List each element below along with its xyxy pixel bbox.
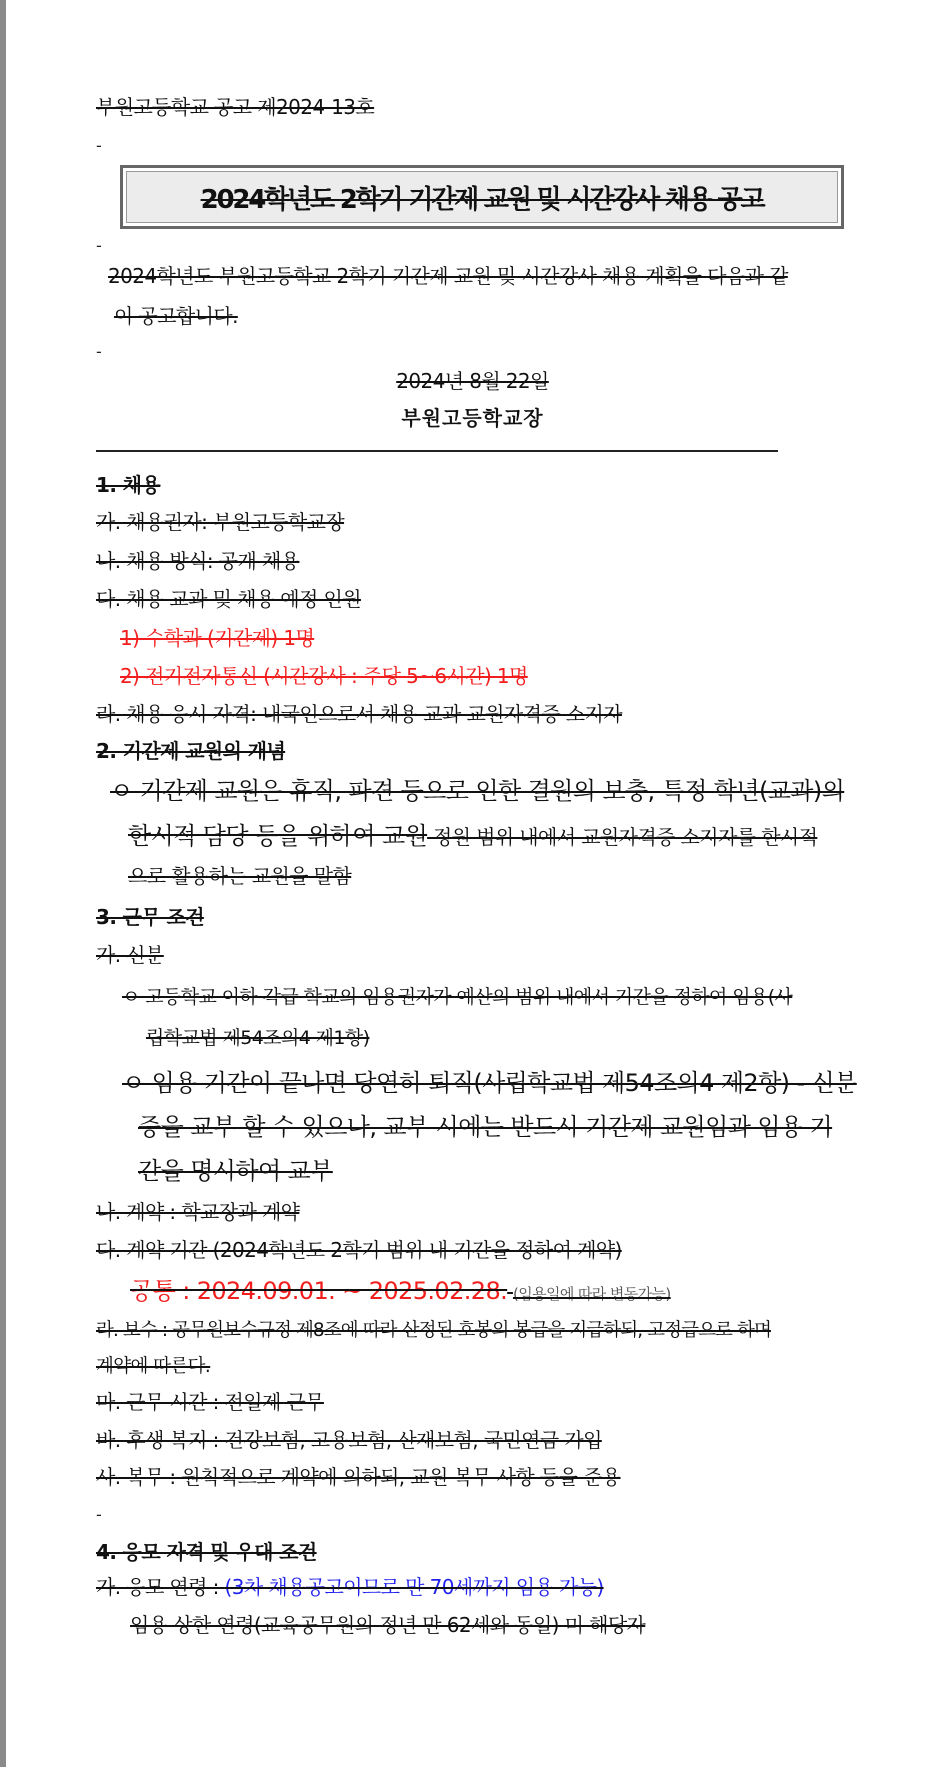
divider (96, 450, 778, 452)
s3-a1-line-2: 립학교법 제54조의4 제1항) (146, 1027, 370, 1049)
s2-para-line-2a: 한시적 담당 등을 위하여 교원 (128, 822, 428, 850)
s3-a2-line-2: 증을 교부 할 수 있으나, 교부 시에는 반드시 기간제 교원임과 임용 기 (138, 1113, 833, 1141)
s2-para-line-2b: 정원 범위 내에서 교원자격증 소지자를 한시적 (427, 825, 818, 849)
page-title: 2024학년도 2학기 기간제 교원 및 시간강사 채용 공고 (200, 184, 764, 215)
s3-a2-line-1: ㅇ 임용 기간이 끝나면 당연히 퇴직(사립학교법 제54조의4 제2항) - 신분 (122, 1069, 857, 1097)
s4-age-note: (3차 채용공고이므로 만 70세까지 임용 가능) (224, 1575, 604, 1599)
section-4-heading: 4. 응모 자격 및 우대 조건 (96, 1540, 317, 1564)
title-box (120, 165, 844, 229)
s1-item-c2: 2) 전기전자통신 (시간강사 : 주당 5~6시간) 1명 (120, 664, 528, 688)
s3-item-g: 사. 복무 : 원칙적으로 계약에 의하되, 교원 복무 사항 등을 준용 (96, 1465, 621, 1489)
s3-item-b: 나. 계약 : 학교장과 계약 (96, 1200, 300, 1224)
s1-item-c: 다. 채용 교과 및 채용 예정 인원 (96, 587, 361, 611)
dash-marker: - (96, 1505, 102, 1524)
intro-line-1: 2024학년도 부원고등학교 2학기 기간제 교원 및 시간강사 채용 계획을 다음과 같 (108, 264, 788, 288)
notice-date: 2024년 8월 22일 (396, 369, 549, 393)
s3-contract-note: (임용일에 따라 변동가능) (512, 1285, 671, 1303)
s3-item-c1 (130, 1276, 871, 1307)
s1-item-a: 가. 채용권자: 부원고등학교장 (96, 510, 345, 534)
s3-item-a: 가. 신분 (96, 943, 164, 967)
s2-para-line-2 (128, 821, 871, 851)
notice-number: 부원고등학교 공고 제2024-13호 (96, 95, 375, 119)
s3-item-d-line-1: 라. 보수 : 공무원보수규정 제8조에 따라 산정된 호봉의 봉급을 지급하되, 고정급으로 하며 (96, 1320, 771, 1341)
s4-item-a (96, 1574, 871, 1600)
s3-contract-period: 공통 : 2024.09.01. ~ 2025.02.28. (130, 1277, 508, 1305)
s3-item-e: 마. 근무 시간 : 전일제 근무 (96, 1390, 324, 1414)
s4-item-a2: 임용 상한 연령(교육공무원의 정년 만 62세와 동일) 미 해당자 (130, 1613, 646, 1637)
s2-para-line-1: ㅇ 기간제 교원은 휴직, 파견 등으로 인한 결원의 보충, 특정 학년(교과)의 (110, 777, 845, 805)
s3-item-c: 다. 계약 기간 (2024학년도 2학기 범위 내 기간을 정하여 계약) (96, 1238, 622, 1262)
s4-age-label: 가. 응모 연령 : (96, 1575, 225, 1599)
s1-item-d: 라. 채용 응시 자격: 내국인으로서 채용 교과 교원자격증 소지자 (96, 702, 622, 726)
s3-a2-line-3: 간을 명시하여 교부 (138, 1157, 333, 1185)
section-1-heading: 1. 채용 (96, 473, 161, 497)
s3-item-f: 바. 후생 복지 : 건강보험, 고용보험, 산재보험, 국민연금 가입 (96, 1428, 602, 1452)
issuer: 부원고등학교장 (401, 406, 544, 430)
s3-a1-line-1: ㅇ 고등학교 이하 각급 학교의 임용권자가 예산의 범위 내에서 기간을 정하여 임용(사 (122, 986, 793, 1008)
dash-marker: - (96, 236, 102, 255)
s2-para-line-3: 으로 활용하는 교원을 말함 (128, 864, 352, 888)
s3-item-d-line-2: 계약에 따른다. (96, 1356, 211, 1377)
dash-marker: - (96, 136, 102, 155)
s1-item-c1: 1) 수학과 (기간제) 1명 (120, 626, 315, 650)
s1-item-b: 나. 채용 방식: 공개 채용 (96, 549, 300, 573)
section-2-heading: 2. 기간제 교원의 개념 (96, 739, 286, 763)
section-3-heading: 3. 근무 조건 (96, 905, 204, 929)
intro-line-2: 이 공고합니다. (114, 304, 238, 328)
dash-marker: - (96, 342, 102, 361)
